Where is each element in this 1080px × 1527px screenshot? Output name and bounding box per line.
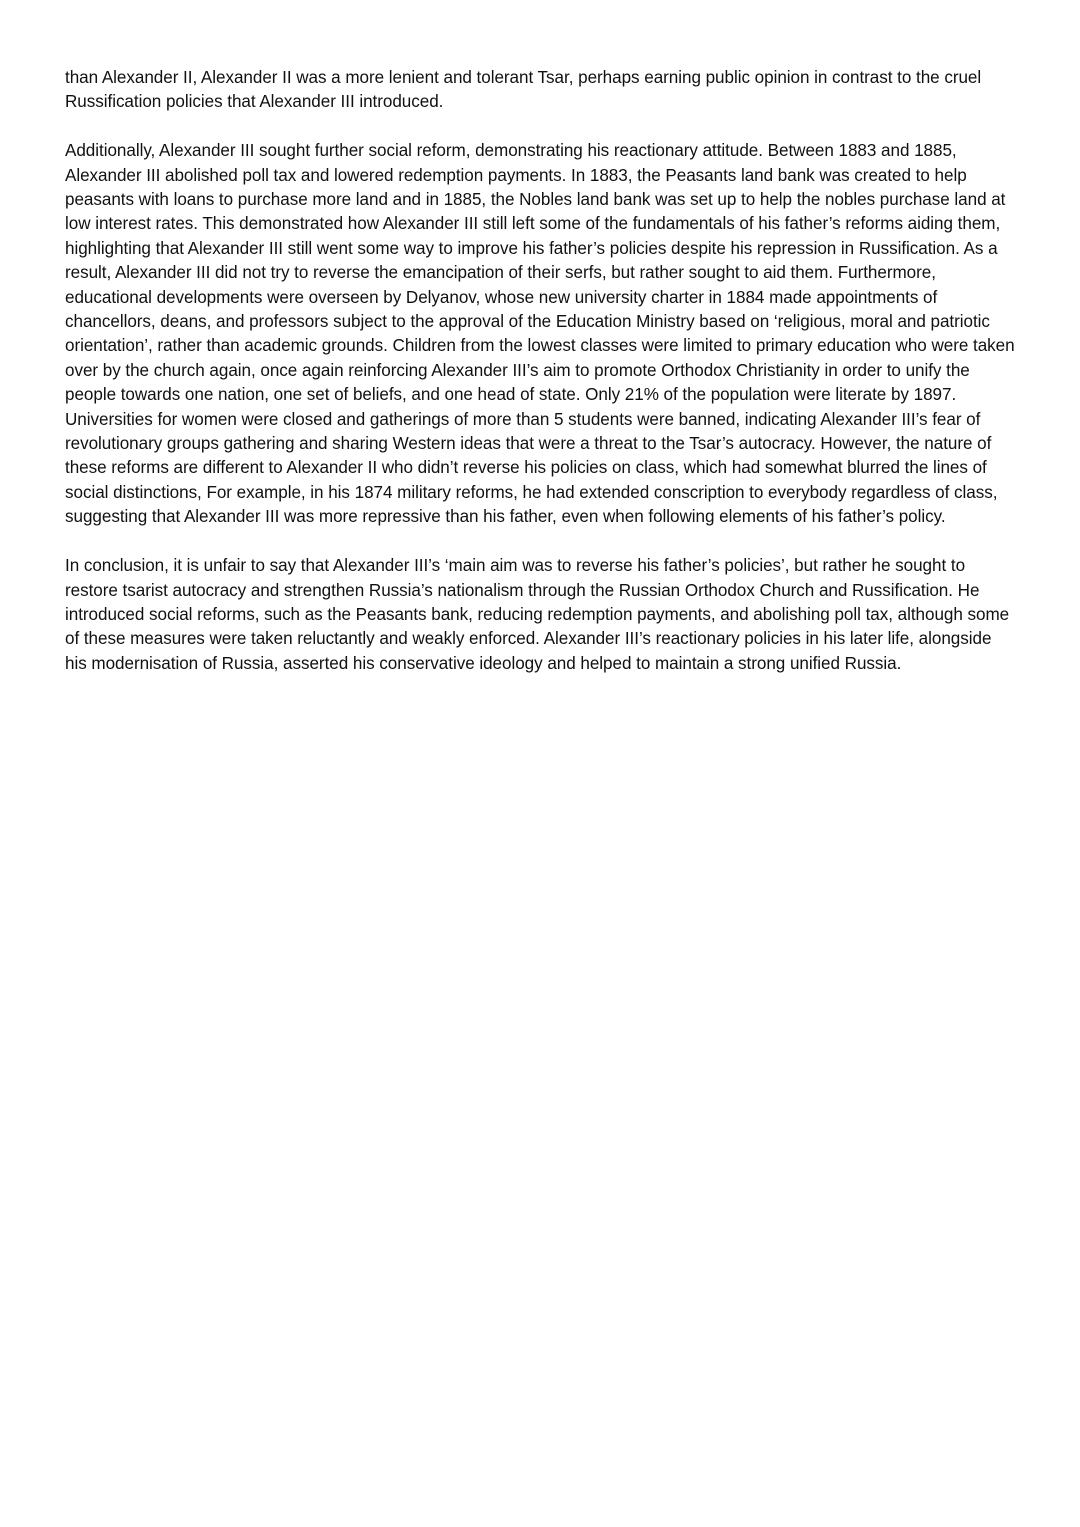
paragraph-3: In conclusion, it is unfair to say that Alexander III’s ‘main aim was to reverse his father’s policies’, but rather he sought to restore tsarist autocracy and strengthen Russia’s nationalism through the Russian Orthodox Church and Russification. He introduced social reforms, such as the Peasants bank, reducing redemption payments, and abolishing poll tax, although some of these measures were taken reluctantly and weakly enforced. Alexander III’s reactionary policies in his later life, alongside his modernisation of Russia, asserted his conservative ideology and helped to maintain a strong unified Russia. xyxy=(65,556,1010,673)
paragraph-1: than Alexander II, Alexander II was a more lenient and tolerant Tsar, perhaps earning public opinion in contrast to the cruel Russification policies that Alexander III introduced. xyxy=(65,68,982,112)
paragraph-2: Additionally, Alexander III sought further social reform, demonstrating his reactionary attitude. Between 1883 and 1885, Alexander III abolished poll tax and lowered redemption payments. In 1883, the Peasants land bank was created to help peasants with loans to purchase more land and in 1885, the Nobles land bank was set up to help the nobles purchase land at low interest rates. This demonstrated how Alexander III still left some of the fundamentals of his father’s reforms aiding them, highlighting that Alexander III still went some way to improve his father’s policies despite his repression in Russification. As a result, Alexander III did not try to reverse the emancipation of their serfs, but rather sought to aid them. Furthermore, educational developments were overseen by Delyanov, whose new university charter in 1884 made appointments of chancellors, deans, and professors subject to the approval of the Education Ministry based on ‘religious, moral and patriotic orientation’, rather than academic grounds. Children from the lowest classes were limited to primary education who were taken over by the church again, once again reinforcing Alexander III’s aim to promote Orthodox Christianity in order to unify the people towards one nation, one set of beliefs, and one head of state. Only 21% of the population were literate by 1897. Universities for women were closed and gatherings of more than 5 students were banned, indicating Alexander III’s fear of revolutionary groups gathering and sharing Western ideas that were a threat to the Tsar’s autocracy. However, the nature of these reforms are different to Alexander II who didn’t reverse his policies on class, which had somewhat blurred the lines of social distinctions, For example, in his 1874 military reforms, he had extended conscription to everybody regardless of class, suggesting that Alexander III was more repressive than his father, even when following elements of his father’s policy. xyxy=(65,141,1015,527)
document-body xyxy=(65,66,1017,701)
